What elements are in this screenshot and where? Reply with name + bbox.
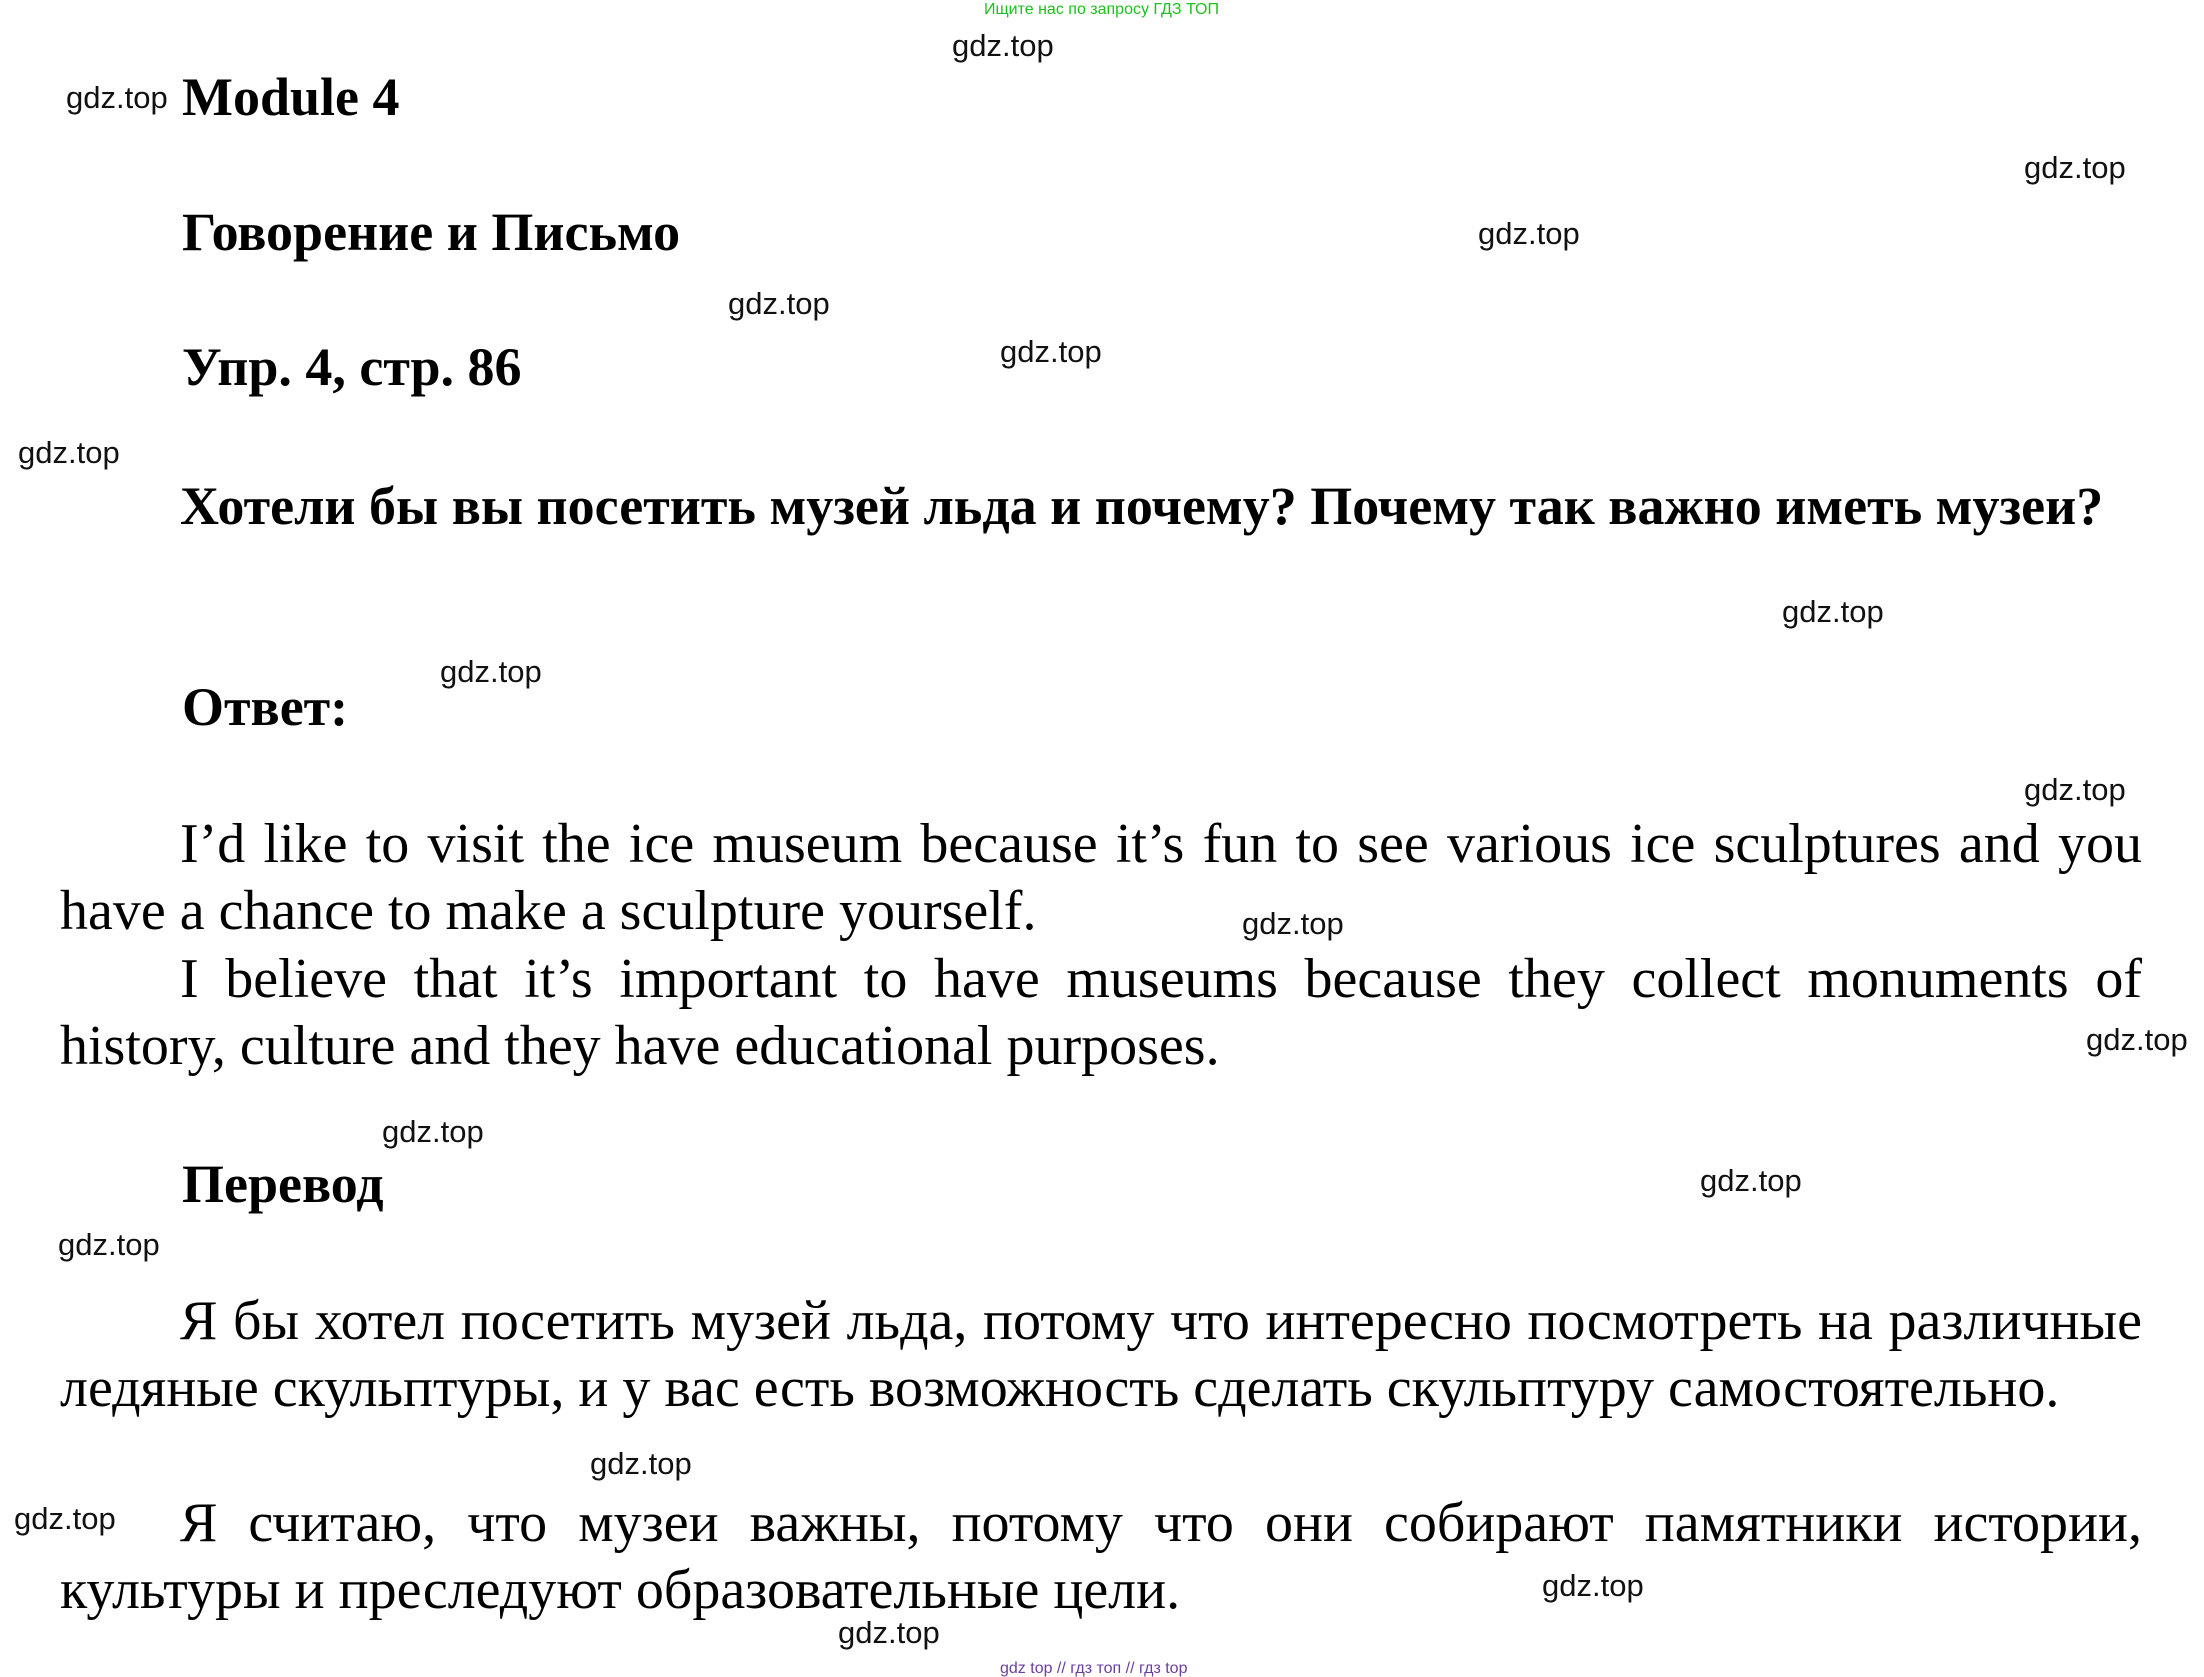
translation-heading: Перевод — [182, 1154, 384, 1214]
watermark: gdz.top — [838, 1615, 940, 1650]
module-title: Module 4 — [182, 67, 400, 127]
watermark: gdz.top — [590, 1446, 692, 1481]
top-banner: Ищите нас по запросу ГДЗ ТОП — [984, 1, 1219, 18]
question-text: Хотели бы вы посетить музей льда и почему? Почему так важно иметь музеи? — [180, 476, 2104, 536]
watermark: gdz.top — [952, 28, 1054, 63]
watermark: gdz.top — [1242, 906, 1344, 941]
answer-heading: Ответ: — [182, 677, 349, 737]
answer-paragraph-2: I believe that it’s important to have museums because they collect monuments of history, culture and they have educational purposes. — [60, 948, 2142, 1077]
watermark: gdz.top — [382, 1114, 484, 1149]
watermark: gdz.top — [1000, 334, 1102, 369]
answer-paragraph-1: I’d like to visit the ice museum because it’s fun to see various ice sculptures and you have a chance to make a sculpture yourself. — [60, 813, 2142, 942]
section-title: Говорение и Письмо — [182, 202, 681, 262]
watermark: gdz.top — [2024, 150, 2126, 185]
watermark: gdz.top — [58, 1227, 160, 1262]
bottom-banner: gdz top // гдз топ // гдз top — [1000, 1660, 1188, 1677]
watermark: gdz.top — [1700, 1163, 1802, 1198]
exercise-reference: Упр. 4, стр. 86 — [182, 337, 522, 397]
watermark: gdz.top — [2086, 1022, 2188, 1057]
watermark: gdz.top — [1782, 594, 1884, 629]
translation-paragraph-1: Я бы хотел посетить музей льда, потому что интересно посмотреть на различные ледяные скульптуры, и у вас есть возможность сделать скульптуру самостоятельно. — [60, 1290, 2142, 1419]
watermark: gdz.top — [66, 80, 168, 115]
watermark: gdz.top — [440, 654, 542, 689]
watermark: gdz.top — [18, 435, 120, 470]
watermark: gdz.top — [14, 1501, 116, 1536]
watermark: gdz.top — [1478, 216, 1580, 251]
watermark: gdz.top — [2024, 772, 2126, 807]
watermark: gdz.top — [1542, 1568, 1644, 1603]
watermark: gdz.top — [728, 286, 830, 321]
translation-paragraph-2: Я считаю, что музеи важны, потому что они собирают памятники истории, культуры и преследуют образовательные цели. — [60, 1492, 2142, 1621]
